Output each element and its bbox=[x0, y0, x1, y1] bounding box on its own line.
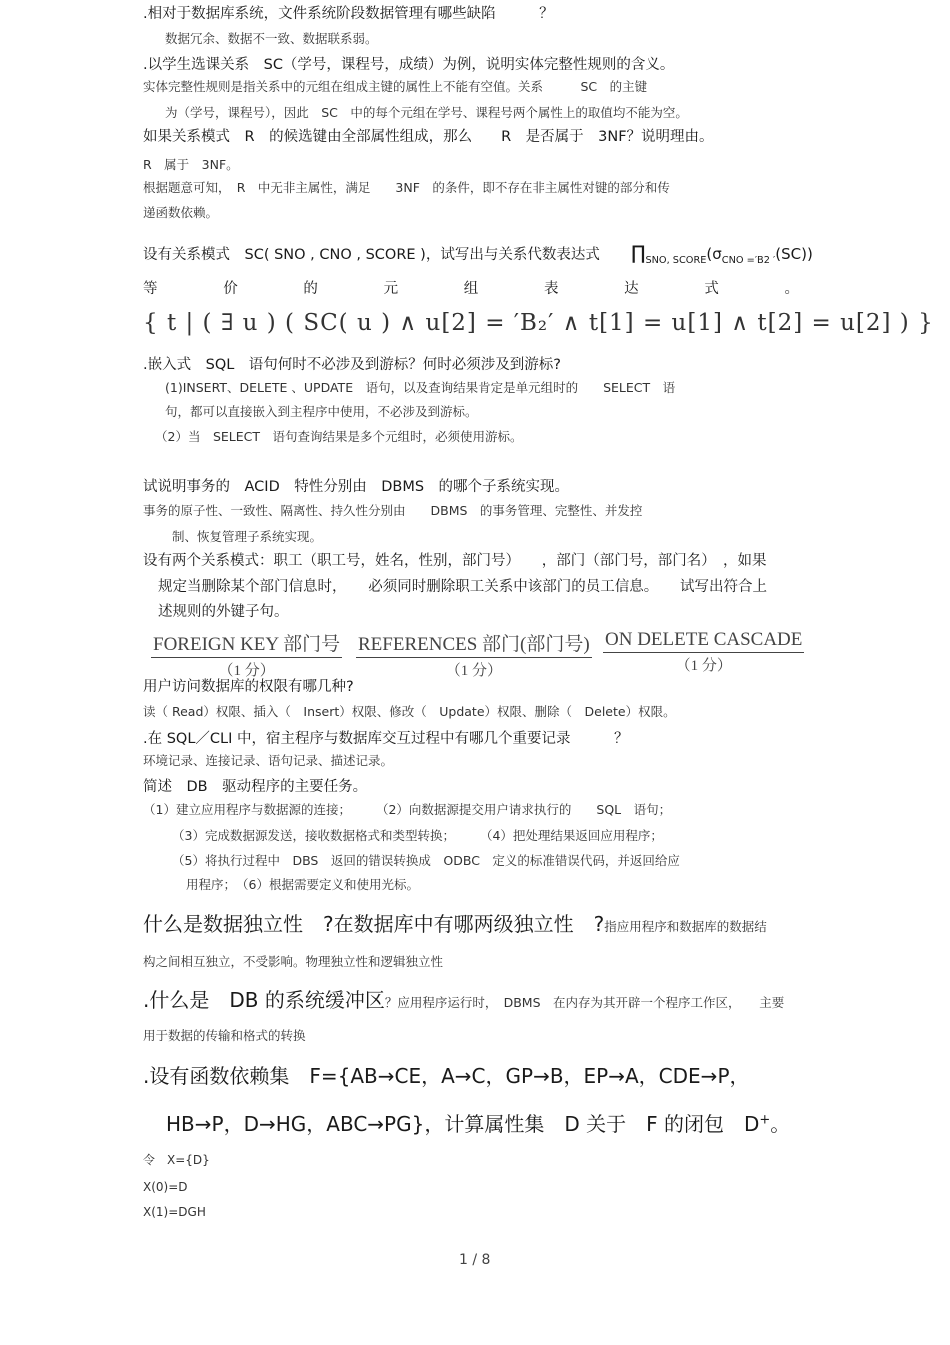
question-1: .相对于数据库系统，文件系统阶段数据管理有哪些缺陷 ？ bbox=[143, 6, 554, 22]
answer-1: 数据冗余、数据不一致、数据联系弱。 bbox=[165, 31, 378, 46]
answer-8: 读（ Read）权限、插入（ Insert）权限、修改（ Update）权限、删除（ Delete）权限。 bbox=[143, 704, 676, 719]
answer-3-line-3: 递函数依赖。 bbox=[143, 205, 219, 220]
foreign-key-clause bbox=[151, 629, 342, 680]
answer-12-continued: 用于数据的传输和格式的转换 bbox=[143, 1028, 306, 1043]
char: 达 bbox=[624, 281, 639, 297]
answer-3-line-2: 根据题意可知， R 中无非主属性，满足 3NF 的条件，即不存在非主属性对键的部分和传 bbox=[143, 180, 670, 195]
page-number: 1 / 8 bbox=[459, 1252, 491, 1268]
on-delete-text: ON DELETE CASCADE bbox=[603, 629, 804, 653]
references-text: REFERENCES 部门(部门号) bbox=[356, 629, 592, 658]
char: 表 bbox=[543, 281, 559, 297]
score-label: （1 分） bbox=[445, 663, 502, 679]
question-11-text: 什么是数据独立性 ?在数据库中有哪两级独立性 ? bbox=[143, 912, 605, 936]
question-9: .在 SQL／CLI 中，宿主程序与数据库交互过程中有哪几个重要记录 ？ bbox=[143, 731, 629, 747]
answer-9: 环境记录、连接记录、语句记录、描述记录。 bbox=[143, 753, 394, 768]
answer-11-continued: 构之间相互独立，不受影响。物理独立性和逻辑独立性 bbox=[143, 954, 444, 969]
tuple-calculus-formula: { t | ( ∃ u ) ( SC( u ) ∧ u[2] = ′B₂′ ∧ t[1] = u[1] ∧ t[2] = u[2] ) } bbox=[143, 310, 934, 336]
projection-attributes: SNO, SCORE bbox=[645, 255, 707, 266]
answer-10-line-4: 用程序； （6）根据需要定义和使用光标。 bbox=[186, 877, 419, 892]
char: 元 bbox=[383, 281, 399, 297]
question-4 bbox=[143, 242, 813, 267]
answer-6-line-2: 制、恢复管理子系统实现。 bbox=[172, 529, 323, 544]
char: 式 bbox=[704, 281, 719, 297]
answer-2-line-2: 为（学号，课程号），因此 SC 中的每个元组在学号、课程号两个属性上的取值均不能为空。 bbox=[165, 105, 688, 120]
question-3: 如果关系模式 R 的候选键由全部属性组成，那么 R 是否属于 3NF？说明理由。 bbox=[143, 129, 714, 145]
foreign-key-text: FOREIGN KEY 部门号 bbox=[151, 629, 342, 658]
answer-5-line-2: 句，都可以直接嵌入到主程序中使用，不必涉及到游标。 bbox=[165, 404, 478, 419]
question-13-line-1: .设有函数依赖集 F={AB→CE，A→C，GP→B，EP→A，CDE→P， bbox=[143, 1064, 750, 1088]
char: 组 bbox=[463, 281, 479, 297]
question-6: 试说明事务的 ACID 特性分别由 DBMS 的哪个子系统实现。 bbox=[143, 479, 570, 495]
char: 等 bbox=[143, 281, 158, 297]
on-delete-clause bbox=[603, 629, 804, 675]
question-13-end: 。 bbox=[770, 1112, 791, 1136]
projection-symbol: ∏ bbox=[631, 242, 646, 264]
score-label: （1 分） bbox=[675, 658, 732, 674]
selection-condition: CNO =′B2 ′ bbox=[721, 255, 776, 266]
question-2: .以学生选课关系 SC（学号，课程号，成绩）为例，说明实体完整性规则的含义。 bbox=[143, 57, 675, 73]
answer-13-line-2: X(0)=D bbox=[143, 1180, 188, 1194]
answer-5-line-3: （2）当 SELECT 语句查询结果是多个元组时，必须使用游标。 bbox=[155, 429, 523, 444]
score-label: （1 分） bbox=[218, 663, 275, 679]
selection-symbol: (σ bbox=[706, 245, 722, 263]
answer-2-line-1: 实体完整性规则是指关系中的元组在组成主键的属性上不能有空值。关系 SC 的主键 bbox=[143, 79, 648, 94]
question-7-line-1: 设有两个关系模式：职工（职工号，姓名，性别，部门号） ，部门（部门号，部门名） ，如果 bbox=[143, 553, 767, 569]
answer-13-line-3: X(1)=DGH bbox=[143, 1205, 206, 1219]
answer-13-line-1: 令 X={D} bbox=[143, 1153, 210, 1167]
question-10: 简述 DB 驱动程序的主要任务。 bbox=[143, 779, 368, 795]
relation-name: (SC)) bbox=[775, 245, 813, 263]
answer-12-start: ？应用程序运行时， DBMS 在内存为其开辟一个程序工作区， 主要 bbox=[384, 995, 785, 1010]
answer-10-line-1: （1）建立应用程序与数据源的连接； （2）向数据源提交用户请求执行的 SQL 语句； bbox=[143, 802, 672, 817]
question-12 bbox=[143, 988, 784, 1012]
answer-11-start: 指应用程序和数据库的数据结 bbox=[604, 919, 767, 934]
char: 。 bbox=[784, 281, 799, 297]
closure-superscript: + bbox=[759, 1112, 771, 1128]
question-13-text: HB→P，D→HG，ABC→PG}，计算属性集 D 关于 F 的闭包 D bbox=[166, 1112, 760, 1136]
question-4-continued bbox=[143, 281, 799, 298]
question-12-text: .什么是 DB 的系统缓冲区 bbox=[143, 988, 385, 1012]
answer-5-line-1: (1)INSERT、DELETE 、UPDATE 语句，以及查询结果肯定是单元组时的 SELECT 语 bbox=[165, 380, 676, 395]
char: 价 bbox=[223, 281, 238, 297]
answer-6-line-1: 事务的原子性、一致性、隔离性、持久性分别由 DBMS 的事务管理、完整性、并发控 bbox=[143, 503, 643, 518]
answer-3-line-1: R 属于 3NF。 bbox=[143, 157, 239, 172]
answer-10-line-3: （5）将执行过程中 DBS 返回的错误转换成 ODBC 定义的标准错误代码，并返回给应 bbox=[172, 853, 680, 868]
references-clause bbox=[356, 629, 592, 680]
question-7-line-3: 述规则的外键子句。 bbox=[158, 604, 289, 620]
question-4-text: 设有关系模式 SC( SNO , CNO , SCORE )，试写出与关系代数表达式 bbox=[143, 247, 600, 263]
answer-10-line-2: （3）完成数据源发送，接收数据格式和类型转换； （4）把处理结果返回应用程序； bbox=[172, 828, 663, 843]
relational-algebra-expression bbox=[631, 242, 813, 266]
question-11 bbox=[143, 912, 767, 936]
question-7-line-2: 规定当删除某个部门信息时， 必须同时删除职工关系中该部门的员工信息。 试写出符合上 bbox=[158, 579, 767, 595]
question-8: 用户访问数据库的权限有哪几种? bbox=[143, 679, 354, 695]
question-5: .嵌入式 SQL 语句何时不必涉及到游标？何时必须涉及到游标? bbox=[143, 357, 561, 373]
char: 的 bbox=[303, 281, 318, 297]
question-13-line-2 bbox=[166, 1112, 790, 1136]
